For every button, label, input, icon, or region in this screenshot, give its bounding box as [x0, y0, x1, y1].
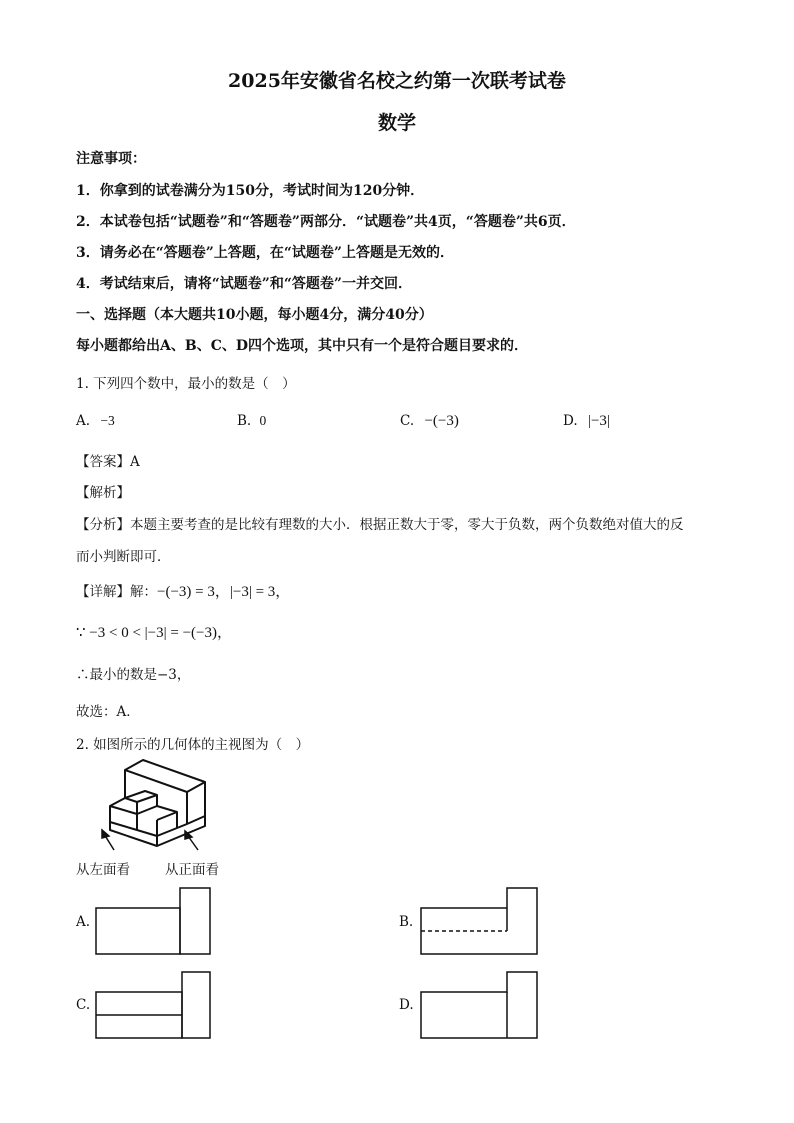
question-2-stem: 2. 如图所示的几何体的主视图为（ ） — [76, 737, 310, 753]
front-view-label: 从正面看 — [165, 862, 219, 878]
notice-heading: 注意事项： — [76, 151, 146, 167]
q1-detail — [76, 580, 290, 601]
q1-option-c — [400, 413, 459, 430]
q1-answer: 【答案】A — [76, 454, 140, 470]
detail-equation: −(−3) = 3，|−3| = 3， — [157, 584, 291, 600]
view-arrows — [100, 828, 210, 854]
q2-option-a-figure — [94, 886, 214, 956]
q1-option-a — [76, 413, 115, 429]
q1-therefore: ∴最小的数是−3， — [76, 667, 191, 683]
option-value: 0 — [259, 413, 267, 428]
q2-option-a-label: A. — [76, 914, 91, 930]
q1-option-b — [237, 413, 266, 429]
option-value: −(−3) — [424, 413, 459, 429]
q2-option-d-label: D. — [399, 997, 414, 1013]
notice-item: 2．本试卷包括“试题卷”和“答题卷”两部分．“试题卷”共4页，“答题卷”共6页． — [76, 214, 576, 230]
option-label: A. — [76, 413, 91, 429]
q1-because: ∵ −3 < 0 < |−3| = −(−3)， — [76, 625, 233, 641]
q2-option-d-figure — [419, 970, 541, 1040]
q1-choice: 故选：A． — [76, 704, 140, 720]
q2-option-b-figure — [419, 886, 541, 956]
q1-analysis-line: 【分析】本题主要考查的是比较有理数的大小．根据正数大于零，零大于负数，两个负数绝对值大的反 — [76, 517, 684, 533]
section-heading: 一、选择题（本大题共10小题，每小题4分，满分40分） — [76, 307, 433, 323]
subject-title: 数学 — [377, 112, 416, 134]
section-instruction: 每小题都给出A、B、C、D四个选项，其中只有一个是符合题目要求的． — [76, 338, 528, 354]
notice-item: 4．考试结束后，请将“试题卷”和“答题卷”一并交回． — [76, 276, 412, 292]
detail-label: 【详解】解： — [76, 584, 157, 600]
option-label: D. — [563, 413, 578, 429]
notice-item: 1．你拿到的试卷满分为150分，考试时间为120分钟． — [76, 183, 425, 199]
q1-analysis-heading: 【解析】 — [76, 485, 130, 501]
q2-option-c-figure — [94, 970, 214, 1040]
notice-item: 3．请务必在“答题卷”上答题，在“试题卷”上答题是无效的． — [76, 245, 454, 261]
q2-option-c-label: C. — [76, 997, 91, 1013]
q1-option-d — [563, 413, 610, 430]
question-1-stem: 1. 下列四个数中，最小的数是（ ） — [76, 376, 296, 392]
q1-analysis-line: 而小判断即可． — [76, 549, 171, 565]
exam-title: 2025年安徽省名校之约第一次联考试卷 — [228, 70, 566, 92]
option-value: −3 — [100, 413, 115, 428]
left-view-label: 从左面看 — [76, 862, 130, 878]
option-label: C. — [400, 413, 415, 429]
option-label: B. — [237, 413, 252, 429]
q2-option-b-label: B. — [399, 914, 414, 930]
option-value: |−3| — [587, 413, 610, 429]
